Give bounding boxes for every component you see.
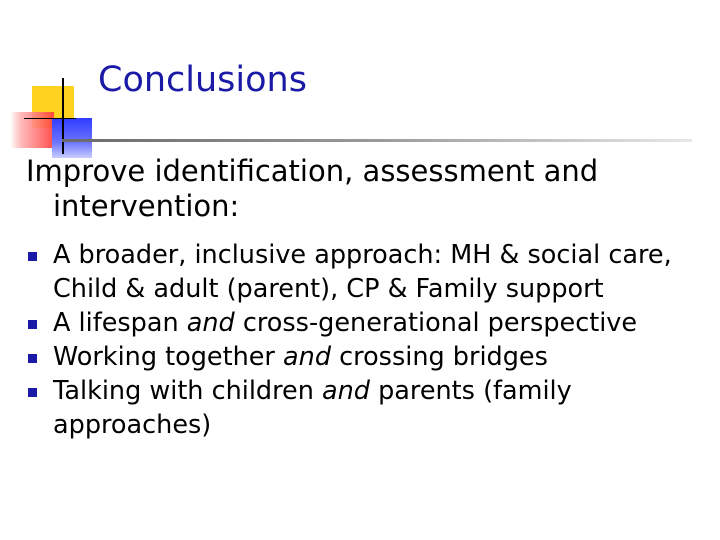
bullet-text-rest: parents (family approaches)	[53, 376, 572, 440]
logo-vertical-line	[62, 78, 64, 154]
lead-line-1: Improve identification, assessment and	[26, 154, 599, 188]
title-underline	[62, 139, 692, 142]
bullet-text: A broader, inclusive approach: MH & social care, Child & adult (parent), CP & Family support	[53, 240, 672, 304]
bullet-list	[28, 238, 708, 442]
bullet-item	[28, 374, 708, 442]
bullet-square-icon	[28, 252, 37, 261]
lead-line-2: intervention:	[53, 189, 240, 223]
lead-text	[26, 154, 676, 224]
slide-title: Conclusions	[98, 60, 307, 100]
bullet-emphasis: and	[283, 342, 332, 372]
logo-horizontal-line	[24, 118, 76, 119]
bullet-square-icon	[28, 320, 37, 329]
bullet-emphasis: and	[186, 308, 235, 338]
bullet-text: Working together	[53, 342, 284, 372]
bullet-item	[28, 238, 708, 306]
bullet-text: A lifespan	[53, 308, 187, 338]
bullet-text-rest: cross-generational perspective	[234, 308, 638, 338]
bullet-emphasis: and	[322, 376, 370, 406]
bullet-item	[28, 340, 708, 374]
bullet-item	[28, 306, 708, 340]
bullet-text: Talking with children	[53, 376, 322, 406]
logo-blue-square	[52, 118, 92, 158]
bullet-square-icon	[28, 354, 37, 363]
bullet-text-rest: crossing bridges	[331, 342, 548, 372]
bullet-square-icon	[28, 388, 37, 397]
